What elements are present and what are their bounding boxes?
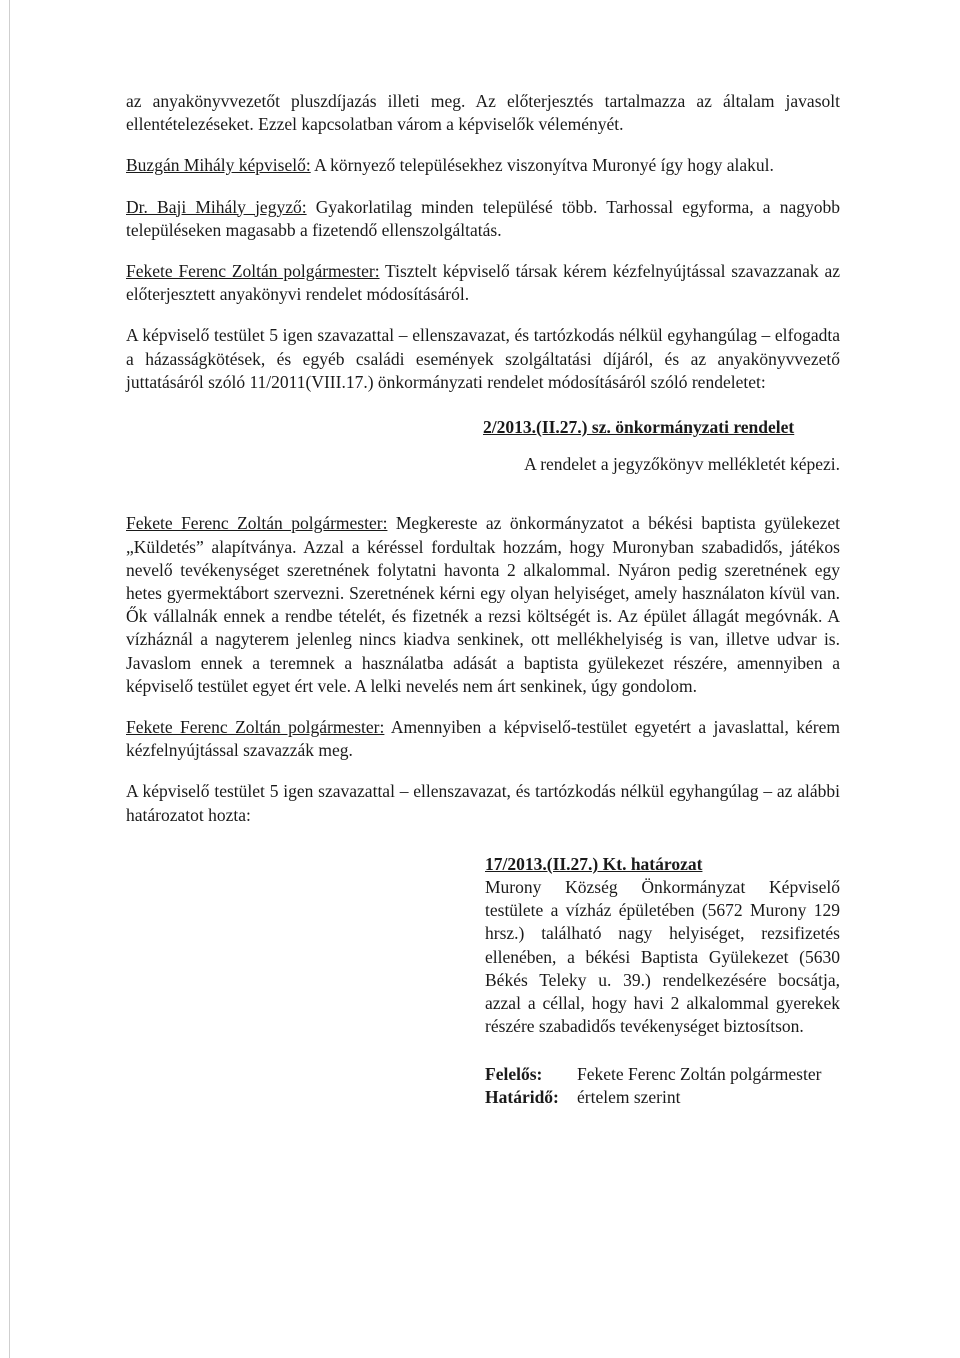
- resolution-title: 17/2013.(II.27.) Kt. határozat: [485, 853, 703, 874]
- paragraph-polgarmester-3: [126, 716, 840, 762]
- rendelet-note: A rendelet a jegyzőkönyv mellékletét képezi.: [524, 454, 840, 475]
- paragraph-intro: [126, 90, 840, 136]
- hatarido-label: Határidő:: [485, 1086, 559, 1107]
- paragraph-text: A képviselő testület 5 igen szavazattal – ellenszavazat, és tartózkodás nélkül egyhangúlag – elfogadta a házasságkötések, és egyéb családi események szolgáltatási díjáról, és az anyakönyvvezető juttatásáról szóló 11/2011(VIII.17.) önkormányzati rendelet módosításáról szóló rendeletet:: [126, 325, 840, 392]
- paragraph-polgarmester-2: [126, 512, 840, 698]
- paragraph-text: A környező településekhez viszonyítva Muronyé így hogy alakul.: [310, 155, 774, 176]
- paragraph-text: az anyakönyvvezetőt pluszdíjazás illeti meg. Az előterjesztés tartalmazza az általam javasolt ellentételezéseket. Ezzel kapcsolatban várom a képviselők véleményét.: [126, 91, 840, 135]
- paragraph-text: Gyakorlatilag minden településé több. Tarhossal egyforma, a nagyobb településeken magasabb a fizetendő ellenszolgáltatás.: [126, 196, 840, 240]
- paragraph-jegyzo: [126, 196, 840, 242]
- paragraph-text: Amennyiben a képviselő-testület egyetért a javaslattal, kérem kézfelnyújtással szavazzák meg.: [126, 717, 840, 761]
- paragraph-text: A képviselő testület 5 igen szavazattal – ellenszavazat, és tartózkodás nélkül egyhangúlag – az alábbi határozatot hozta:: [126, 781, 840, 825]
- scan-edge-line: [9, 0, 10, 1358]
- paragraph-vote-1: [126, 324, 840, 394]
- speaker-label: Fekete Ferenc Zoltán polgármester:: [126, 717, 385, 738]
- paragraph-vote-2: [126, 780, 840, 826]
- resolution-body: Murony Község Önkormányzat Képviselő testülete a vízház épületében (5672 Murony 129 hrsz.) található nagy helyiséget, rezsifizetés ellenében, a békési Baptista Gyülekezet (5630 Békés Teleky u. 39.) rendelkezésére bocsátja, azzal a céllal, hogy havi 2 alkalommal gyerekek részére szabadidős tevékenységet biztosítson.: [485, 877, 840, 1037]
- document-body: [126, 90, 840, 1109]
- paragraph-polgarmester-1: [126, 260, 840, 306]
- hatarido-row: [485, 1086, 840, 1109]
- paragraph-text: Tisztelt képviselő társak kérem kézfelnyújtással szavazzanak az előterjesztett anyakönyvi rendelet módosításáról.: [126, 261, 840, 305]
- speaker-label: Buzgán Mihály képviselő:: [126, 155, 311, 176]
- speaker-label: Fekete Ferenc Zoltán polgármester:: [126, 513, 388, 534]
- speaker-label: Fekete Ferenc Zoltán polgármester:: [126, 261, 380, 282]
- speaker-label: Dr. Baji Mihály jegyző:: [126, 196, 307, 217]
- rendelet-title: 2/2013.(II.27.) sz. önkormányzati rendelet: [483, 417, 795, 438]
- felelos-value: Fekete Ferenc Zoltán polgármester: [577, 1063, 822, 1084]
- hatarido-value: értelem szerint: [577, 1086, 681, 1107]
- paragraph-buzgan: [126, 154, 840, 177]
- resolution-block: [485, 853, 840, 1109]
- felelos-row: [485, 1063, 840, 1086]
- paragraph-text: Megkereste az önkormányzatot a békési baptista gyülekezet „Küldetés” alapítványa. Azzal a kéréssel fordultak hozzám, hogy Muronyban szabadidős, játékos nevelő tevékenységet szeretnének folytatni havonta 2 alkalommal. Nyáron pedig szeretnének egy hetes gyermektábort szervezni. Szeretnének kérni egy olyan helyiséget, amely használaton kívül van. Ők vállalnák ennek a rendbe tételét, és fizetnék a rezsi költségét is. Az épület állagát megóvnák. A vízháznál a nagyterem jelenleg nincs kiadva senkinek, ott mellékhelyiség is van, illetve udvar is. Javaslom ennek a teremnek a használatba adását a baptista gyülekezet részére, amennyiben a képviselő testület egyet ért vele. A lelki nevelés nem árt senkinek, úgy gondolom.: [126, 513, 840, 696]
- felelos-label: Felelős:: [485, 1063, 543, 1084]
